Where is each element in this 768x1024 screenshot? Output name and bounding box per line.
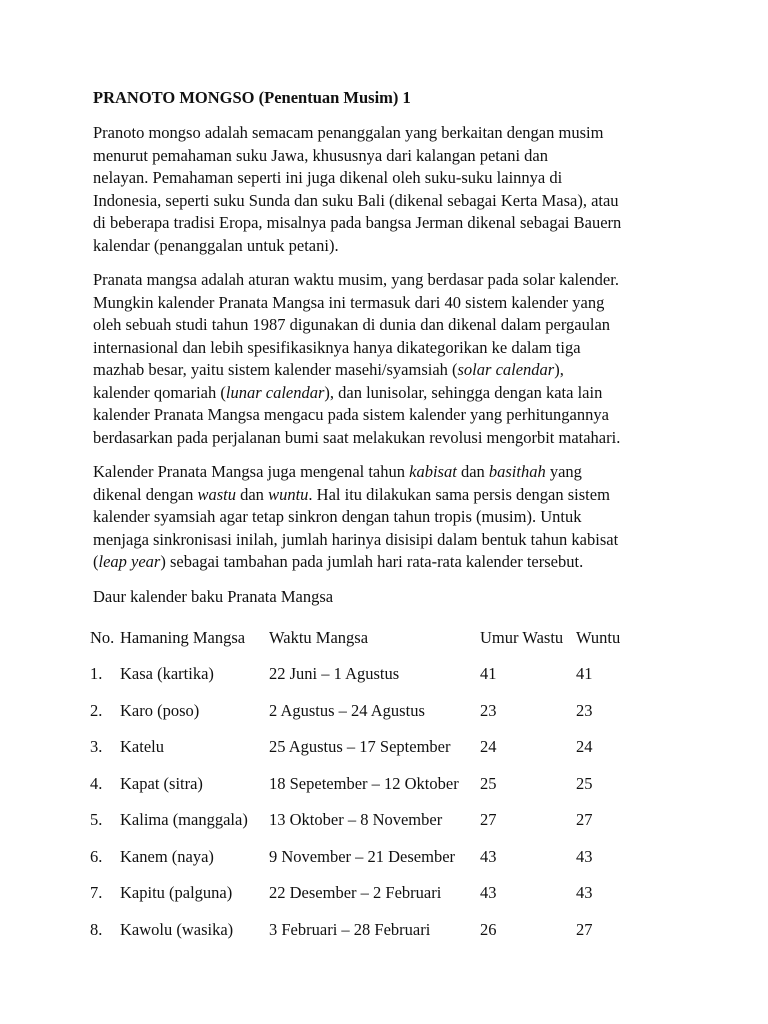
cell-wuntu: 43: [576, 883, 593, 903]
text-line: kalendar (penanggalan untuk petani).: [93, 235, 339, 255]
cell-wuntu: 24: [576, 737, 593, 757]
paragraph-pranata-mangsa: [93, 269, 683, 449]
cell-wastu: 43: [480, 846, 497, 866]
cell-waktu: 9 November – 21 Desember: [269, 846, 456, 866]
text-run: mazhab besar, yaitu sistem kalender masehi/syamsiah (: [93, 360, 458, 379]
cell-no: 1.: [90, 664, 103, 684]
text-line: Indonesia, seperti suku Sunda dan suku Bali (dikenal sebagai Kerta Masa), atau: [93, 190, 619, 210]
table-row: [90, 729, 636, 766]
cell-wastu: 27: [480, 810, 497, 830]
text-run: Kalender Pranata Mangsa juga mengenal tahun: [93, 462, 410, 481]
cell-wastu: 43: [480, 883, 497, 903]
text-line: Pranata mangsa adalah aturan waktu musim, yang berdasar pada solar kalender.: [93, 270, 619, 289]
text-line: menjaga sinkronisasi inilah, jumlah harinya disisipi dalam bentuk tahun kabisat: [93, 529, 619, 549]
cell-waktu: 22 Juni – 1 Agustus: [269, 664, 400, 684]
cell-wuntu: 43: [576, 846, 593, 866]
cell-wastu: 23: [480, 700, 497, 720]
table-row: [90, 839, 636, 876]
document-page: [90, 86, 683, 948]
italic-term: leap year: [98, 552, 161, 571]
table-row: [90, 912, 636, 949]
italic-term: wastu: [197, 484, 236, 504]
cell-no: 6.: [90, 846, 103, 866]
cell-wuntu: 23: [576, 700, 593, 720]
text-line: [93, 382, 683, 405]
text-line: kalender syamsiah agar tetap sinkron dengan tahun tropis (musim). Untuk: [93, 507, 582, 526]
cell-wuntu: 41: [576, 664, 593, 684]
text-line: berdasarkan pada perjalanan bumi saat melakukan revolusi mengorbit matahari.: [93, 427, 621, 447]
text-run: . Hal itu dilakukan sama persis dengan sistem: [308, 484, 610, 504]
header-umur-wastu: Umur Wastu: [480, 627, 564, 647]
table-header-row: [90, 620, 636, 657]
text-line: [93, 551, 683, 574]
cell-waktu: 25 Agustus – 17 September: [269, 737, 451, 757]
cell-waktu: 2 Agustus – 24 Agustus: [269, 700, 425, 720]
cell-waktu: 3 Februari – 28 Februari: [269, 919, 431, 939]
table-row: [90, 766, 636, 803]
text-line: menurut pemahaman suku Jawa, khususnya dari kalangan petani dan: [93, 145, 548, 165]
text-line: [93, 484, 683, 507]
cell-wuntu: 27: [576, 919, 593, 939]
text-run: dan: [456, 462, 489, 481]
paragraph-intro: [93, 122, 683, 257]
cell-name: Kasa (kartika): [120, 664, 214, 684]
cell-wastu: 24: [480, 737, 497, 757]
text-run: ),: [554, 360, 564, 379]
text-run: kalender qomariah (: [93, 382, 226, 402]
cell-wuntu: 25: [576, 773, 593, 793]
cell-no: 5.: [90, 810, 103, 830]
text-line: kalender Pranata Mangsa mengacu pada sistem kalender yang perhitungannya: [93, 405, 609, 424]
text-run: ) sebagai tambahan pada jumlah hari rata-rata kalender tersebut.: [160, 552, 584, 571]
cell-name: Kapitu (palguna): [120, 883, 233, 903]
cell-no: 3.: [90, 737, 103, 757]
cell-wastu: 41: [480, 664, 497, 684]
cell-wastu: 25: [480, 773, 497, 793]
cell-waktu: 18 Sepetember – 12 Oktober: [269, 773, 459, 793]
cell-name: Karo (poso): [120, 700, 200, 720]
cell-waktu: 22 Desember – 2 Februari: [269, 883, 442, 903]
text-line: [93, 461, 683, 484]
italic-term: solar calendar: [457, 360, 555, 379]
cell-wastu: 26: [480, 919, 497, 939]
italic-term: kabisat: [409, 462, 457, 481]
mangsa-table: [90, 620, 636, 949]
cell-no: 8.: [90, 919, 103, 939]
text-run: ), dan lunisolar, sehingga dengan kata lain: [324, 382, 603, 402]
cell-no: 4.: [90, 773, 103, 793]
cell-waktu: 13 Oktober – 8 November: [269, 810, 443, 830]
table-row: [90, 693, 636, 730]
text-run: (: [93, 552, 99, 571]
cell-no: 2.: [90, 700, 103, 720]
text-run: yang: [545, 462, 582, 481]
cell-name: Kawolu (wasika): [120, 919, 234, 939]
header-waktu-mangsa: Waktu Mangsa: [269, 627, 369, 647]
cell-name: Kanem (naya): [120, 846, 214, 866]
header-hamaning-mangsa: Hamaning Mangsa: [120, 627, 246, 647]
table-row: [90, 875, 636, 912]
cell-wuntu: 27: [576, 810, 593, 830]
italic-term: wuntu: [268, 484, 309, 504]
table-row: [90, 656, 636, 693]
italic-term: basithah: [488, 462, 546, 481]
text-line: oleh sebuah studi tahun 1987 digunakan di dunia dan dikenal dalam pergaulan: [93, 315, 611, 334]
table-row: [90, 802, 636, 839]
text-line: Mungkin kalender Pranata Mangsa ini termasuk dari 40 sistem kalender yang: [93, 292, 605, 312]
header-no: No.: [90, 627, 115, 647]
cell-name: Kapat (sitra): [120, 773, 203, 793]
text-run: dikenal dengan: [93, 484, 198, 504]
text-run: dan: [235, 484, 269, 504]
cell-no: 7.: [90, 883, 103, 903]
italic-term: lunar calendar: [225, 382, 325, 402]
paragraph-kabisat: [93, 461, 683, 574]
text-line: di beberapa tradisi Eropa, misalnya pada bangsa Jerman dikenal sebagai Bauern: [93, 213, 622, 232]
cell-name: Kalima (manggala): [120, 810, 248, 830]
text-line: [93, 359, 683, 382]
header-wuntu: Wuntu: [576, 627, 621, 647]
cell-name: Katelu: [120, 737, 164, 757]
text-line: internasional dan lebih spesifikasiknya hanya dikategorikan ke dalam tiga: [93, 337, 581, 357]
text-line: Pranoto mongso adalah semacam penanggalan yang berkaitan dengan musim: [93, 123, 604, 142]
table-caption: Daur kalender baku Pranata Mangsa: [93, 586, 334, 606]
text-line: nelayan. Pemahaman seperti ini juga dikenal oleh suku-suku lainnya di: [93, 168, 563, 187]
document-title: PRANOTO MONGSO (Penentuan Musim) 1: [93, 88, 411, 107]
